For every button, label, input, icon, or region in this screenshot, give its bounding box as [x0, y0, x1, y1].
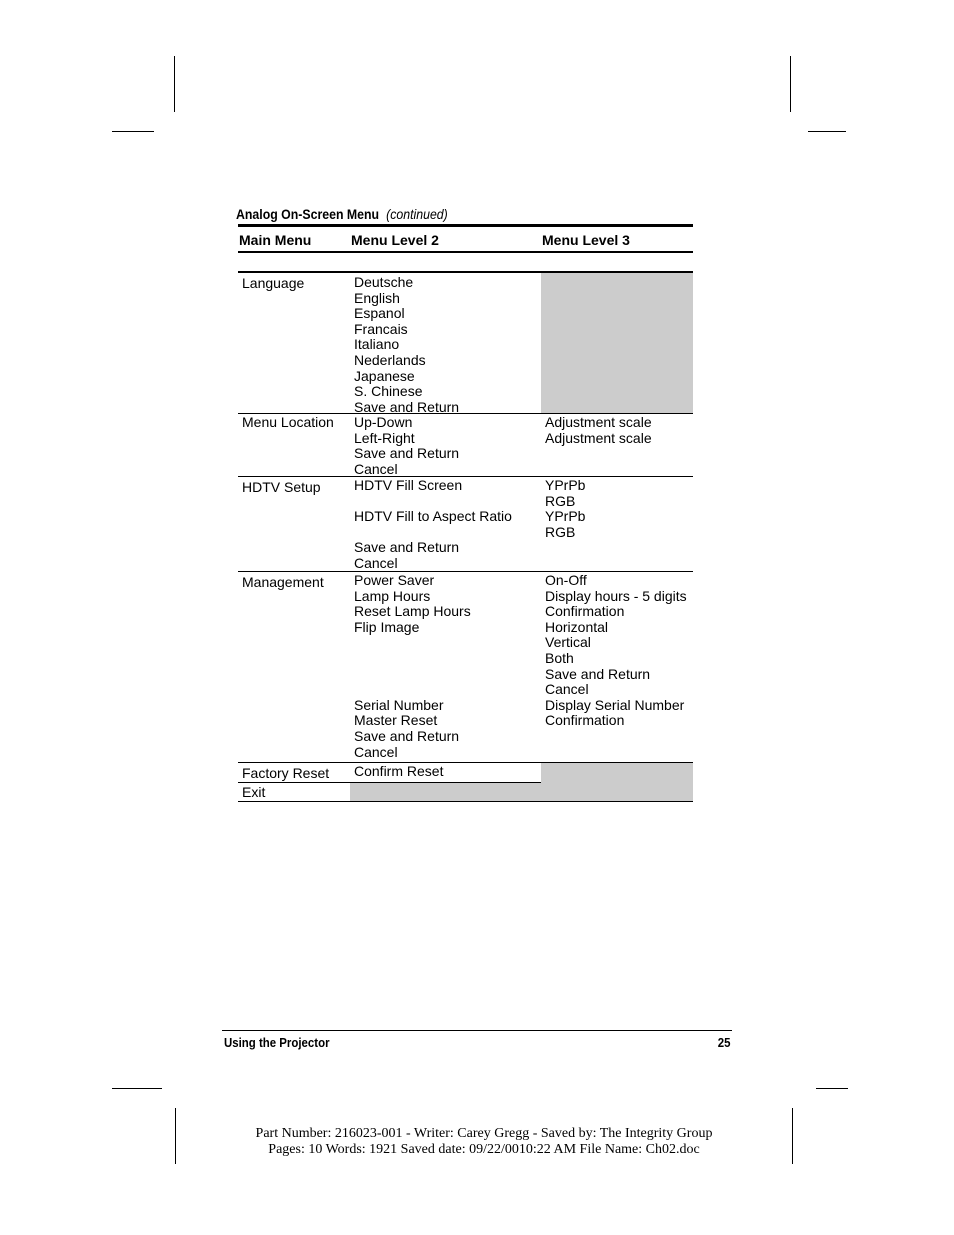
level3-item: Confirmation — [545, 712, 625, 729]
level2-item: Up-Down — [354, 414, 413, 430]
table-row-management — [238, 572, 693, 763]
caption-title: Analog On-Screen Menu — [236, 206, 380, 222]
main-menu-cell: HDTV Setup — [242, 479, 321, 495]
level3-item: Display Serial Number — [545, 696, 685, 713]
crop-mark — [174, 56, 175, 112]
level2-item: HDTV Fill Screen — [354, 477, 463, 493]
level2-item: Italiano — [354, 336, 400, 353]
empty-cell-shading — [541, 763, 693, 801]
level2-item: Reset Lamp Hours — [354, 603, 471, 620]
level2-item: Espanol — [354, 305, 405, 322]
level3-item: Adjustment scale — [545, 429, 652, 446]
main-menu-cell: Management — [242, 574, 324, 590]
level2-item: Save and Return — [354, 398, 460, 415]
level2-item: HDTV Fill to Aspect Ratio — [354, 508, 512, 525]
level2-item: Left-Right — [354, 429, 415, 446]
level3-item: Both — [545, 649, 574, 666]
part-info-line: Part Number: 216023-001 - Writer: Carey Gregg - Saved by: The Integrity Group — [255, 1126, 713, 1141]
level2-item — [354, 494, 512, 510]
table-row-factory-reset-exit — [238, 763, 693, 802]
level2-item: Save and Return — [354, 445, 460, 462]
level3-item: RGB — [545, 492, 576, 509]
level2-item — [354, 525, 512, 541]
level3-item: RGB — [545, 523, 576, 540]
level2-item: Deutsche — [354, 274, 414, 290]
level2-item: Master Reset — [354, 712, 438, 729]
level2-item: Confirm Reset — [354, 763, 444, 779]
level2-item: Flip Image — [354, 618, 420, 635]
level2-item: S. Chinese — [354, 383, 423, 400]
menu-table — [238, 224, 693, 802]
main-menu-cell: Menu Location — [242, 414, 334, 430]
table-row-menu-location — [238, 414, 693, 477]
level2-item: Lamp Hours — [354, 587, 431, 604]
level3-cell — [545, 573, 687, 729]
table-caption — [236, 206, 448, 222]
level3-item: Display hours - 5 digits — [545, 587, 687, 604]
crop-mark — [112, 131, 154, 132]
crop-mark — [175, 1108, 176, 1164]
crop-mark — [792, 1108, 793, 1164]
caption-continued: (continued) — [386, 206, 448, 222]
level2-item: Cancel — [354, 554, 398, 571]
level3-item: Save and Return — [545, 665, 651, 682]
main-menu-cell: Factory Reset — [242, 765, 330, 781]
level3-cell — [545, 415, 652, 446]
level3-item: Vertical — [545, 634, 591, 651]
level2-cell — [354, 275, 459, 415]
level2-item: Japanese — [354, 367, 415, 384]
footer-rule — [222, 1030, 732, 1031]
header-menu-level-2: Menu Level 2 — [351, 232, 439, 248]
level2-item: Cancel — [354, 460, 398, 477]
level3-item: Cancel — [545, 681, 589, 698]
level3-item: YPrPb — [545, 477, 586, 493]
crop-mark — [790, 56, 791, 112]
level2-cell — [354, 573, 471, 760]
footer-section-title: Using the Projector — [224, 1035, 330, 1050]
empty-cell-shading — [541, 273, 693, 413]
level2-item — [354, 682, 471, 698]
level3-item: Horizontal — [545, 618, 609, 635]
level2-item: Save and Return — [354, 539, 460, 556]
level3-item: Confirmation — [545, 603, 625, 620]
level2-item: Nederlands — [354, 351, 426, 368]
table-row-language — [238, 273, 693, 414]
level3-cell — [545, 478, 585, 540]
part-info-line: Pages: 10 Words: 1921 Saved date: 09/22/0010:22 AM File Name: Ch02.doc — [268, 1142, 700, 1157]
level2-cell — [354, 415, 459, 477]
header-menu-level-3: Menu Level 3 — [542, 232, 630, 248]
level2-item — [354, 651, 471, 667]
level2-item: English — [354, 289, 400, 306]
empty-cell-shading — [350, 783, 541, 801]
level3-item: Adjustment scale — [545, 414, 652, 430]
level2-item: Cancel — [354, 743, 398, 760]
level2-item — [354, 635, 471, 651]
header-main-menu: Main Menu — [239, 232, 312, 248]
crop-mark — [816, 1088, 848, 1089]
level2-item: Save and Return — [354, 727, 460, 744]
crop-mark — [112, 1088, 162, 1089]
main-menu-cell: Exit — [242, 784, 266, 800]
table-header — [238, 227, 693, 251]
level2-cell — [354, 478, 512, 572]
part-info — [184, 1126, 784, 1158]
level3-item: On-Off — [545, 572, 587, 588]
level2-item: Serial Number — [354, 696, 444, 713]
table-row-hdtv-setup — [238, 477, 693, 572]
level2-item — [354, 667, 471, 683]
level2-item: Power Saver — [354, 572, 435, 588]
level3-item: YPrPb — [545, 508, 586, 525]
crop-mark — [808, 131, 846, 132]
main-menu-cell: Language — [242, 275, 305, 291]
level2-item: Francais — [354, 320, 408, 337]
page-number: 25 — [717, 1035, 730, 1050]
